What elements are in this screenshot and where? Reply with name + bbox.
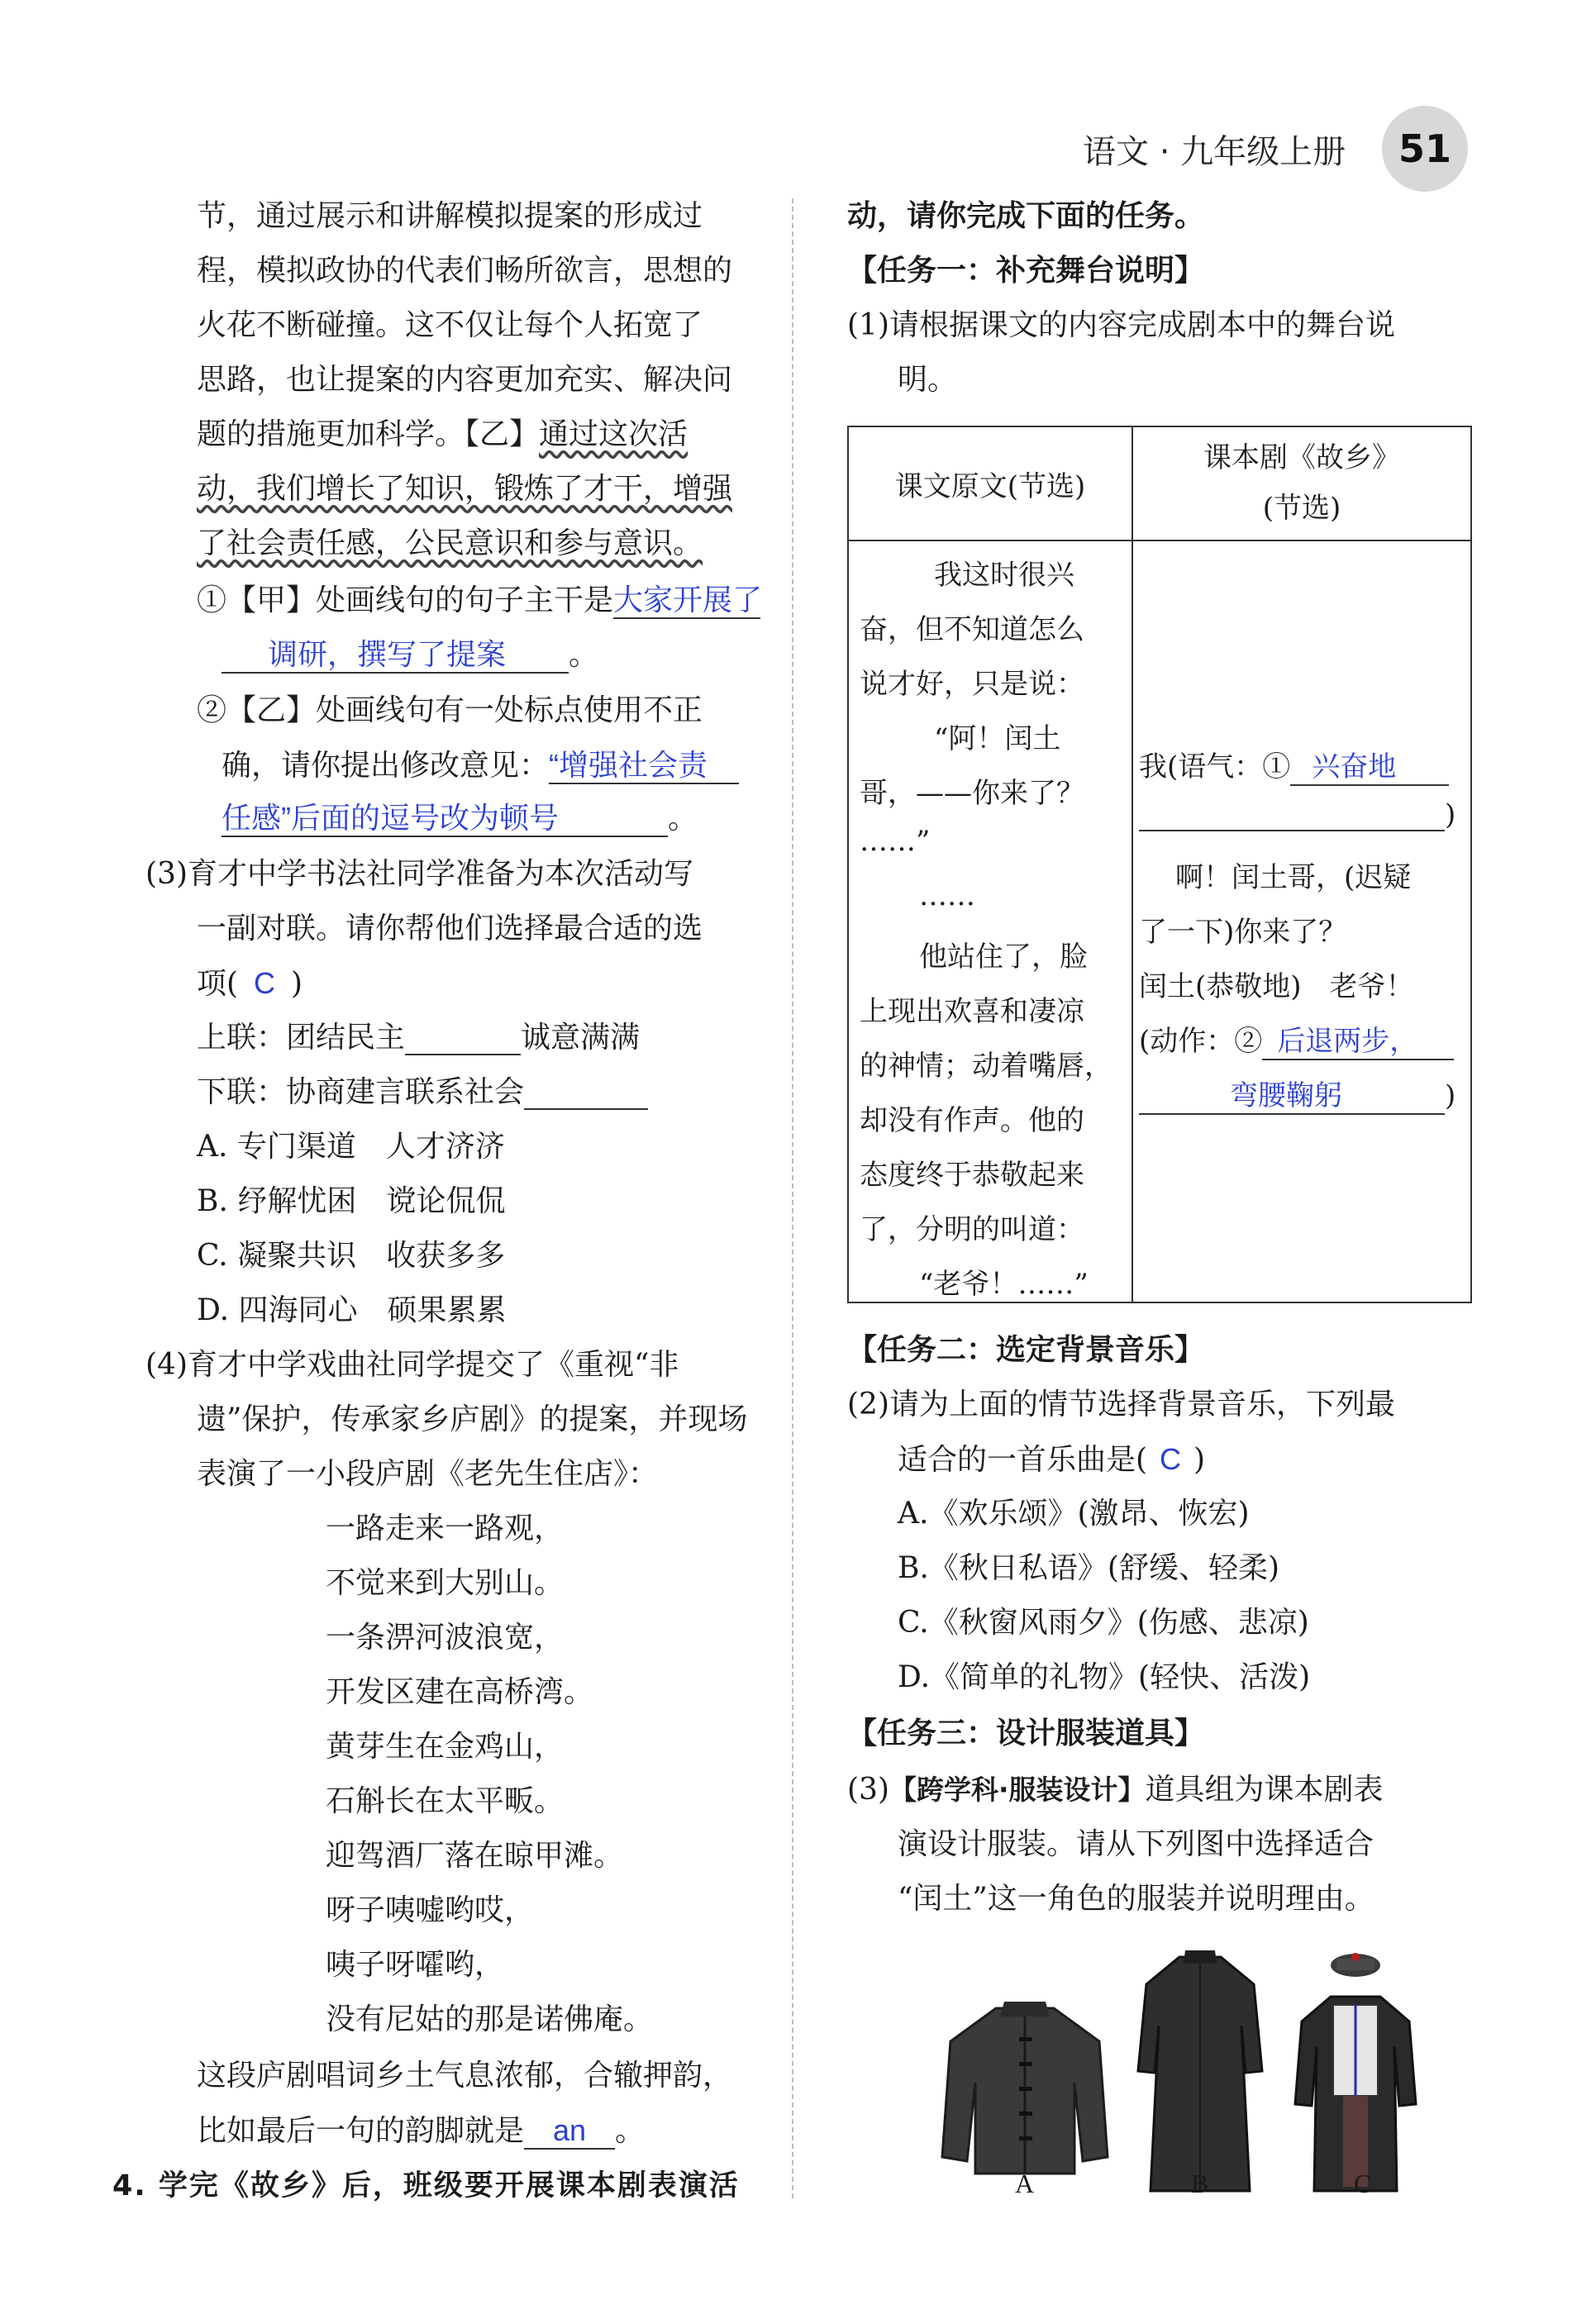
poem-line: 不觉来到大别山。 [326, 1566, 565, 1600]
answer-stage-2b: 弯腰鞠躬 [1139, 1073, 1445, 1115]
book-title: 语文 · 九年级上册 [1083, 133, 1346, 171]
table-header-script: 课本剧《故乡》 (节选) [1132, 426, 1471, 540]
table-header-original: 课文原文(节选) [848, 426, 1132, 540]
script-line [1139, 1018, 1454, 1060]
original-line: 我这时很兴 [934, 559, 1074, 592]
couplet-text: 诚意满满 [521, 1021, 641, 1055]
poem-line: 呀子咦嘘哟哎， [326, 1893, 535, 1927]
original-line: 的神情；动着嘴唇， [860, 1050, 1112, 1083]
question-2-cont [222, 747, 739, 784]
music-option-d: D.《简单的礼物》(轻快、活泼) [898, 1660, 1311, 1694]
poem-line: 一路走来一路观， [326, 1512, 565, 1545]
original-line: ……” [860, 825, 931, 858]
answer-1b: 调研，撰写了提案 [222, 636, 569, 674]
original-line: 他站住了，脸 [919, 940, 1088, 974]
original-line: 奋，但不知道怎么 [860, 613, 1084, 646]
script-line [1139, 1073, 1455, 1115]
column-divider [792, 198, 793, 2198]
cross-subject-tag: 【跨学科·服装设计】 [889, 1774, 1146, 1806]
poem-line: 石斛长在太平畈。 [326, 1784, 565, 1818]
answer-task-2: C [1160, 1442, 1182, 1476]
original-line: 态度终于恭敬起来 [860, 1159, 1084, 1192]
script-text: (动作：② [1139, 1025, 1263, 1058]
answer-3: C [254, 966, 276, 1000]
para-line [197, 417, 688, 452]
answer-4: an [524, 2112, 615, 2150]
question-text: ①【甲】处画线句的句子主干是 [197, 583, 614, 617]
poem-line: 咦子呀嚯哟， [326, 1948, 505, 1982]
question-text: 适合的一首乐曲是( [898, 1443, 1148, 1477]
task-2-heading: 【任务二：选定背景音乐】 [847, 1333, 1205, 1367]
answer-1a: 大家开展了 [613, 582, 760, 619]
question-text: 比如最后一句的韵脚就是 [197, 2114, 525, 2148]
item-4-heading: 4. 学完《故乡》后，班级要开展课本剧表演活 [112, 2169, 740, 2202]
period: 。 [668, 802, 698, 836]
music-option-b: B.《秋日私语》(舒缓、轻柔) [898, 1551, 1279, 1585]
question-4-cont: 表演了一小段庐剧《老先生住店》： [197, 1457, 659, 1491]
original-line: 说才好，只是说： [860, 668, 1084, 701]
original-line: “老爷！……” [919, 1268, 1089, 1301]
answer-stage-2a: 后退两步， [1262, 1018, 1454, 1060]
paren-close: ) [291, 967, 303, 1001]
task-1-question: (1)请根据课文的内容完成剧本中的舞台说 [847, 308, 1395, 342]
paren-close: ) [1193, 1443, 1206, 1477]
answer-stage-1: 兴奋地 [1290, 744, 1449, 786]
rhyme-question [197, 2112, 645, 2150]
script-text: 我(语气：① [1139, 750, 1291, 783]
task-3-question-cont: “闰土”这一角色的服装并说明理由。 [898, 1882, 1374, 1916]
task-2-question: (2)请为上面的情节选择背景音乐，下列最 [847, 1388, 1395, 1421]
blank [1139, 800, 1445, 831]
question-4: (4)育才中学戏曲社同学提交了《重视“非 [145, 1348, 679, 1382]
couplet-upper [197, 1020, 640, 1055]
script-line [1139, 798, 1455, 831]
rhyme-text: 这段庐剧唱词乡土气息浓郁，合辙押韵， [197, 2059, 733, 2093]
blank [524, 1077, 648, 1110]
couplet-lower [197, 1074, 648, 1110]
question-4-cont: 遗”保护，传承家乡庐剧》的提案，并现场 [197, 1402, 748, 1436]
original-line: 哥，——你来了？ [860, 777, 1084, 810]
poem-line: 一条淠河波浪宽， [326, 1621, 565, 1655]
question-3-cont [197, 965, 303, 1002]
couplet-text: 上联：团结民主 [197, 1021, 406, 1055]
paren-close: ) [1445, 798, 1456, 831]
poem-line: 黄芽生在金鸡山， [326, 1730, 565, 1764]
question-1 [197, 582, 763, 619]
question-3-cont: 一副对联。请你帮他们选择最合适的选 [197, 912, 703, 945]
para-line: 火花不断碰撞。这不仅让每个人拓宽了 [197, 308, 703, 342]
poem-line: 没有尼姑的那是诺佛庵。 [326, 2002, 654, 2036]
music-option-c: C.《秋窗风雨夕》(伤感、悲凉) [898, 1606, 1309, 1640]
question-2-cont [222, 800, 698, 837]
garment-label-a: A [1015, 2169, 1035, 2198]
question-3: (3)育才中学书法社同学准备为本次活动写 [145, 857, 693, 891]
poem-line: 开发区建在高桥湾。 [326, 1675, 594, 1709]
task-2-question-cont [898, 1441, 1205, 1478]
option-a: A. 专门渠道 人才济济 [197, 1130, 505, 1164]
answer-2b: 任感”后面的逗号改为顿号 [222, 800, 668, 837]
period: 。 [569, 638, 599, 672]
yi-sentence-line: 动，我们增长了知识，锻炼了才干，增强 [197, 472, 733, 506]
original-line: …… [919, 879, 975, 912]
task-3-question-cont: 演设计服装。请从下列图中选择适合 [898, 1827, 1374, 1861]
option-c: C. 凝聚共识 收获多多 [197, 1239, 506, 1273]
period: 。 [615, 2114, 646, 2148]
original-line: “阿！闰土 [934, 722, 1061, 755]
script-line: 啊！闰土哥，(迟疑 [1175, 861, 1412, 894]
script-line: 闰土(恭敬地) 老爷！ [1139, 970, 1414, 1003]
question-text: 确，请你提出修改意见： [222, 749, 550, 783]
garment-a-jacket-image [938, 1992, 1112, 2182]
script-line [1139, 744, 1449, 786]
question-text: 道具组为课本剧表 [1145, 1773, 1384, 1807]
answer-2a: “增强社会责 [549, 747, 739, 784]
question-1-cont [222, 636, 598, 674]
music-option-a: A.《欢乐颂》(激昂、恢宏) [898, 1497, 1250, 1531]
option-b: B. 纾解忧困 谠论侃侃 [197, 1184, 506, 1218]
para-line: 思路，也让提案的内容更加充实、解决问 [197, 363, 733, 397]
paren-open: 项( [197, 967, 239, 1001]
garment-c-costume-image [1293, 1947, 1417, 2195]
script-line: 了一下)你来了？ [1139, 916, 1347, 949]
task-1-heading: 【任务一：补充舞台说明】 [847, 254, 1205, 288]
original-line: 却没有作声。他的 [860, 1104, 1084, 1137]
garment-label-b: B [1191, 2169, 1209, 2198]
page-number: 51 [1382, 106, 1468, 192]
yi-sentence-start: 通过这次活 [539, 417, 688, 451]
yi-sentence-line: 了社会责任感，公民意识和参与意识。 [197, 526, 703, 560]
task-1-question-cont: 明。 [898, 363, 958, 397]
option-d: D. 四海同心 硕果累累 [197, 1293, 507, 1327]
para-line: 程，模拟政协的代表们畅所欲言，思想的 [197, 254, 733, 288]
garment-b-long-gown-image [1134, 1947, 1266, 2195]
original-line: 了，分明的叫道： [860, 1213, 1084, 1246]
question-text: (3) [847, 1773, 889, 1807]
paren-close: ) [1445, 1079, 1456, 1112]
original-line: 上现出欢喜和凄凉 [860, 995, 1084, 1028]
garment-label-c: C [1354, 2169, 1372, 2198]
couplet-text: 下联：协商建言联系社会 [197, 1075, 525, 1109]
task-3-question [847, 1772, 1384, 1807]
blank [405, 1022, 521, 1055]
question-2: ②【乙】处画线句有一处标点使用不正 [197, 693, 703, 727]
task-3-heading: 【任务三：设计服装道具】 [847, 1717, 1205, 1750]
para-text: 题的措施更加科学。【乙】 [197, 417, 540, 451]
poem-line: 迎驾酒厂落在晾甲滩。 [326, 1839, 624, 1873]
item-4-cont: 动，请你完成下面的任务。 [847, 199, 1205, 233]
para-line: 节，通过展示和讲解模拟提案的形成过 [197, 199, 703, 233]
